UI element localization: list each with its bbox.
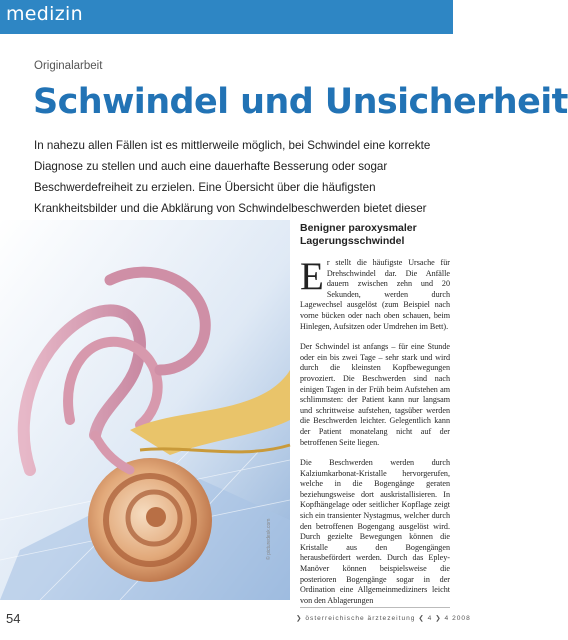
page-number: 54 xyxy=(6,611,21,626)
issue-left: 4 xyxy=(427,615,433,622)
column-paragraph-1: Er stellt die häufigste Ursache für Drehschwindel dar. Die Anfälle dauern zwischen zehn und 20 Sekunden, werden durch Lagewechsel ausgelöst (zum Beispiel nach vorne bücken oder nach oben schauen, beim Hinlegen, Aufsitzen oder Umdrehen im Bett). xyxy=(300,255,450,331)
image-credit: © picturedesk.com xyxy=(266,518,272,560)
cochlea-apex xyxy=(146,507,166,527)
article-kicker: Originalarbeit xyxy=(34,60,103,72)
drop-cap: E xyxy=(300,255,324,298)
column-paragraph-2: Der Schwindel ist anfangs – für eine Stunde oder ein bis zwei Tage – sehr stark und wird durch die kleinsten Kopfbewegungen provoziert. Die Beschwerden sind nach einigen Tagen in der Früh beim Aufstehen am schlimmsten: der Patient kann nur langsam und schrittweise aufstehen, tagsüber werden die Beschwerden leichter. Gelegentlich kann der Patient monatelang nicht auf der betroffenen Seite liegen. xyxy=(300,342,450,447)
footer-rule xyxy=(300,607,450,608)
section-label: medizin xyxy=(6,3,83,25)
section-header-bar xyxy=(0,0,453,34)
journal-footer xyxy=(296,614,471,622)
text-column xyxy=(300,222,450,616)
lead-text: In nahezu allen Fällen ist es mittlerweile möglich, bei Schwindel eine korrekte Diagnose zu stellen und auch eine dauerhafte Besserung oder sogar Beschwerdefreiheit zu erzielen. Eine Übersicht über die häufigsten Krankheitsbilder und die Abklärung von Schwindelbeschwerden bietet dieser xyxy=(34,139,431,215)
issue-close: ❯ xyxy=(435,615,445,622)
column-paragraph-3: Die Beschwerden werden durch Kalziumkarbonat-Kristalle hervorgerufen, welche in die Bogengänge geraten beziehungsweise dort auskristallisieren. In Kopfhängelage oder seitlicher Kopflage zeigt sich ein transienter Nystagmus, welcher durch den betroffenen Bogengang ausgelöst wird. Durch gezielte Bewegungen können die Kristalle aus den Bogengängen herausbefördert werden. Durch das Epley-Manöver können beispielsweise die posterioren Bogengänge sogar in der Ordination eine Allgemeinmediziners leicht von den Ablagerungen xyxy=(300,458,450,605)
column-subheading: Benigner paroxysmaler Lagerungsschwindel xyxy=(300,222,417,247)
issue-right: 4 xyxy=(444,615,450,622)
issue-open: ❮ xyxy=(418,615,428,622)
journal-marker: ❯ xyxy=(296,615,306,622)
journal-name: österreichische ärztezeitung xyxy=(305,615,416,622)
article-title: Schwindel und Unsicherheit xyxy=(33,82,568,122)
year: 2008 xyxy=(452,615,471,622)
inner-ear-illustration xyxy=(0,220,290,600)
